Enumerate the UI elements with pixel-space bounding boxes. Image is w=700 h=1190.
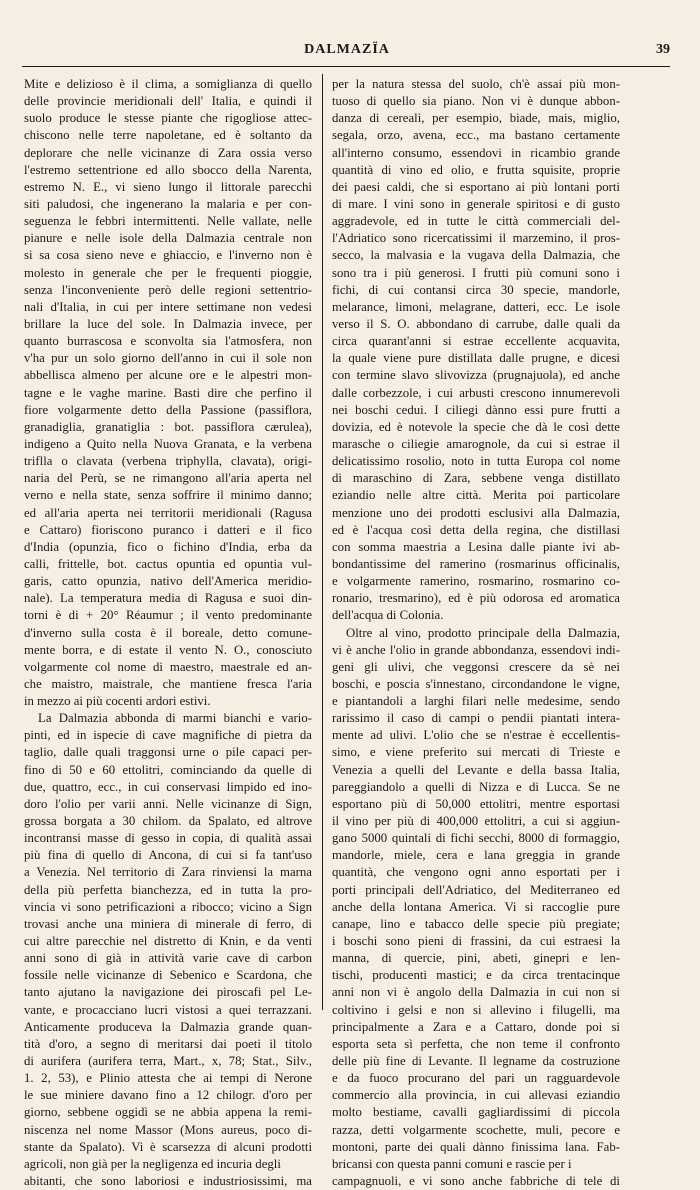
text-line: che maistro, maistrale, che mantiene fresca l'aria [24, 676, 312, 691]
text-line: vi è anche l'olio in grande abbondanza, essendovi indi- [332, 642, 620, 657]
text-line: tanto ajutano la navigazione dei piroscafi pel Le- [24, 985, 312, 1000]
text-line: eziandio nelle altre città. Merita poi particolare [332, 488, 620, 503]
text-line: geni gli ulivi, che veggonsi crescere da sè nei [332, 659, 620, 674]
text-line: nali d'Italia, in cui per intere settimane non vedesi [24, 299, 312, 314]
text-line: nei boschi cedui. I ciliegi dànno essi pure frutti a [332, 402, 620, 417]
text-line: indigeno a Quito nella Nuova Granata, e la verbena [24, 436, 312, 451]
text-line: dell'acqua di Colonia. [332, 608, 444, 623]
text-line: danza di cereali, per esempio, biade, mais, miglio, [332, 111, 620, 126]
text-line: bricansi con questa panni comuni e rascie per i [332, 1156, 572, 1171]
right-column [332, 76, 620, 1190]
running-title: DALMAZÏA [304, 42, 390, 57]
text-line: e Cattaro) fioriscono puranco i datteri e il fico [24, 522, 312, 537]
text-line: grossa borgata a 30 chilom. da Spalato, ed altrove [24, 814, 312, 829]
text-line: fino di 50 e 60 ettolitri, cominciando da quelle di [24, 762, 312, 777]
header-rule [22, 66, 670, 67]
text-line: incontransi masse di gesso in copia, di qualità assai [24, 831, 312, 846]
text-line: razza, detti volgarmente scochette, muli, pecore e [332, 1122, 620, 1137]
text-line: quantità, che vengono ogni anno esportati per i [332, 865, 620, 880]
text-line: delicatissimo rosolio, noto in tutta Europa col nome [332, 454, 620, 469]
text-line: quantità di vino ed olio, e frutta squisite, proprie [332, 162, 620, 177]
text-line: pinti, ed in ispecie di cave magnifiche di pietra da [24, 728, 312, 743]
text-line: della più perfetta bianchezza, ed in tutta la pro- [24, 882, 312, 897]
text-line: mente ad ulivi. L'olio che se n'estrae è eccellentis- [332, 728, 620, 743]
text-line: d'inverno sulla costa è il boreale, detto comune- [24, 625, 312, 640]
text-line: suolo produce le stesse piante che rigogliose attec- [24, 111, 312, 126]
text-line: simo, e viene preferito sui mercati di Trieste e [332, 745, 620, 760]
text-line: v'ha pur un solo giorno dell'anno in cui il sole non [24, 351, 312, 366]
text-line: esporta seta sì perfetta, che non teme il confronto [332, 1036, 620, 1051]
text-line: ed è l'acqua così detta della regina, che distillasi [332, 522, 620, 537]
text-line: coltivino i gelsi e non si allevino i filugelli, ma [332, 1002, 620, 1017]
text-line: dovizia, ed è notevole la specie che dà le così dette [332, 419, 620, 434]
text-line: con termine slavo slivovizza (prugnajuola), ed anche [332, 368, 620, 383]
text-line: e piantandoli a larghi filari nelle medesime, sendo [332, 694, 620, 709]
text-line: e volgarmente ramerino, rosmarino, rosmarino co- [332, 574, 620, 589]
text-line: bondantissime del ramerino (rosmarinus officinalis, [332, 556, 620, 571]
text-line: pareggiandolo a quelli di Nizza e di Lucca. Se ne [332, 779, 620, 794]
text-line: boschi, e poscia s'innestano, circondandone le vigne, [332, 676, 620, 691]
text-line: cui altre parecchie nel distretto di Knin, e da venti [24, 934, 312, 949]
text-line: estremo N. E., vi sieno lungo il littorale parecchi [24, 179, 312, 194]
text-line: principalmente a Zara e a Cattaro, donde poi si [332, 1019, 620, 1034]
text-line: l'estremo settentrione ed allo sbocco della Narenta, [24, 162, 312, 177]
text-line: si sa cosa sieno neve e ghiaccio, e l'inverno non è [24, 248, 312, 263]
text-line: gano 5000 quintali di fichi secchi, 8000 di formaggio, [332, 831, 620, 846]
text-line: i boschi sono pieni di frassini, da cui estraesi la [332, 934, 620, 949]
text-line: ed all'aria aperta nei territorii meridionali (Ragusa [24, 505, 312, 520]
text-line: due, quattro, ecc., in cui conservasi limpido ed ino- [24, 779, 312, 794]
text-line: mandorle, miele, cera e lana greggia in grande [332, 848, 620, 863]
text-line: volgarmente col nome di maestro, maestrale ed an- [24, 659, 312, 674]
text-line: Mite e delizioso è il clima, a somiglianza di quello [24, 77, 312, 91]
text-line: tuoso di quello sia piano. Non vi è dunque abbon- [332, 94, 620, 109]
text-line: seguenza le febbri intermittenti. Nelle vallate, nelle [24, 214, 312, 229]
text-line: doro l'olio per varii anni. Nelle vicinanze di Sign, [24, 796, 312, 811]
text-line: di maraschino di Zara, sebbene venga distillato [332, 471, 620, 486]
text-line: segala, orzo, avena, ecc., ma bastano certamente [332, 128, 620, 143]
text-line: nale). La temperatura media di Ragusa e suoi din- [24, 591, 312, 606]
text-line: per la natura stessa del suolo, ch'è assai più mon- [332, 77, 620, 91]
text-line: ronario, tresmarino), ed è più odorosa ed aromatica [332, 591, 620, 606]
text-line: fichi, di cui contansi circa 30 specie, mandorle, [332, 282, 620, 297]
text-line: brillare la luce del sole. In Dalmazia invece, per [24, 316, 312, 331]
text-line: anni non vi è angolo della Dalmazia in cui non si [332, 985, 620, 1000]
text-line: stante da Spalato). Vi è scarsezza di alcuni prodotti [24, 1139, 312, 1154]
text-line: tagne e le vaghe marine. Basti dire che perfino il [24, 385, 312, 400]
text-line: senza l'inconveniente però delle regioni settentrio- [24, 282, 312, 297]
text-line: Venezia a quelli del Levante e della bassa Italia, [332, 762, 620, 777]
page-number: 39 [656, 42, 670, 57]
text-line: all'interno consumo, essendovi in ricambio grande [332, 145, 620, 160]
text-line: di mare. I vini sono in generale spiritosi e di gusto [332, 196, 620, 211]
text-line: verso il S. O. abbondano di carrube, dalle quali da [332, 316, 620, 331]
text-line: anni sono di già in attività varie cave di carbon [24, 951, 312, 966]
text-line: chiscono nelle terre napoletane, ed è soltanto da [24, 128, 312, 143]
text-line: esportano più di 50,000 ettolitri, mentre esportasi [332, 796, 620, 811]
text-line: fiore volgarmente detto della Passione (passiflora, [24, 402, 312, 417]
text-line: porti principali dell'Adriatico, del Mediterraneo ed [332, 882, 620, 897]
text-line: trovasi anche una miniera di minerale di ferro, di [24, 916, 312, 931]
text-line: l'Adriatico sono ricercatissimi il marzemino, il pros- [332, 231, 620, 246]
text-line: d'India (opunzia, fico o fichino d'India, erba da [24, 539, 312, 554]
text-line: e da fuoco procurano del pari un ragguardevole [332, 1071, 620, 1086]
text-line: con somma maestria a Lesina dalle piante ivi ab- [332, 539, 620, 554]
text-line: tità d'oro, a segno di meritarsi dai poeti il titolo [24, 1036, 312, 1051]
text-line: taglio, dalle quali traggonsi urne o pile capaci per- [24, 745, 312, 760]
text-line: più fina di quello di Ancona, di cui si fa tant'uso [24, 848, 312, 863]
text-line: siti paludosi, che ingenerano la malaria e per con- [24, 196, 312, 211]
text-line: quanto burrascosa e sconvolta sia l'atmosfera, non [24, 334, 312, 349]
text-line: dalle corbezzole, i cui arbusti crescono innumerevoli [332, 385, 620, 400]
text-line: molesto in generale che per le frequenti pioggie, [24, 265, 312, 280]
text-line: deplorare che nelle vicinanze di Zara ossia verso [24, 145, 312, 160]
text-line: montoni, parte dei quali dànno finissima lana. Fab- [332, 1139, 620, 1154]
text-line: triflla o clavata (verbena triphylla, clavata), origi- [24, 454, 312, 469]
text-line: rarissimo il caso di campi o pendii piantati intera- [332, 711, 620, 726]
text-line: torni è di + 20° Réaumur ; il vento predominante [24, 608, 312, 623]
text-line: anche della lontana America. Vi si raccoglie pure [332, 899, 620, 914]
text-line: fossile nelle vicinanze di Sebenico e Scardona, che [24, 968, 312, 983]
text-line: dei paesi caldi, che si esportano ai più lontani porti [332, 179, 620, 194]
text-line: la quale viene pure distillata dalle prugne, e dicesi [332, 351, 620, 366]
text-line: tischi, producenti mastici; e da circa trentacinque [332, 968, 620, 983]
text-line: agricoli, non già per la negligenza ed incuria degli [24, 1156, 281, 1171]
text-line: aggradevole, ed in tutte le città commerciali del- [332, 214, 620, 229]
text-line: pianure e nelle isole della Dalmazia centrale non [24, 231, 312, 246]
text-line: Anticamente produceva la Dalmazia grande quan- [24, 1019, 312, 1034]
text-line: a Venezia. Nel territorio di Zara rinviensi la marna [24, 865, 312, 880]
text-line: in mezzo ai più cocenti ardori estivi. [24, 694, 211, 709]
text-line: niscenza nel nome Massor (Mons aureus, poco di- [24, 1122, 312, 1137]
text-line: abbellisca almeno per alcune ore e le alpestri mon- [24, 368, 312, 383]
text-line: vante, e procacciano lucri vistosi a quei terrazzani. [24, 1002, 312, 1017]
text-line: calli, frittelle, bot. cactus opuntia ed opuntia vul- [24, 556, 312, 571]
text-line: marasche o ciliegie amarognole, da cui si estrae il [332, 436, 620, 451]
text-line: canape, lino e tabacco delle specie più pregiate; [332, 916, 620, 931]
text-line: naria del Perù, se ne rimangono all'aria aperta nel [24, 471, 312, 486]
text-line: sono tra i più generosi. I frutti più comuni sono i [332, 265, 620, 280]
text-line: menzione uno dei prodotti esclusivi alla Dalmazia, [332, 505, 620, 520]
text-line: secco, la malvasia e la vugava della Dalmazia, che [332, 248, 620, 263]
text-line: il vino per più di 400,000 ettolitri, a cui si aggiun- [332, 814, 620, 829]
text-line: melarance, limoni, melagrane, datteri, ecc. Le isole [332, 299, 620, 314]
text-line: mente borra, e di estate il vento N. O., conosciuto [24, 642, 312, 657]
text-line: granadiglia, granatiglia : bot. passiflora cærulea), [24, 419, 312, 434]
text-line: commercio alla provincia, in cui allevasi eziandio [332, 1088, 620, 1103]
text-line: vincia vi sono petrificazioni a ribocco; vicino a Sign [24, 899, 312, 914]
text-line: garis, catto opunzia, nativo dell'America meridio- [24, 574, 312, 589]
text-line: circa quarant'anni si estrae eccellente acquavita, [332, 334, 620, 349]
text-line: delle più fine di Levante. Il legname da costruzione [332, 1054, 620, 1069]
text-line: manna, di quercie, pini, abeti, ginepri e len- [332, 951, 620, 966]
text-line: abitanti, che sono laboriosi e industriosissimi, ma [24, 1174, 312, 1188]
column-divider [322, 74, 323, 1010]
text-line: Oltre al vino, prodotto principale della Dalmazia, [346, 625, 620, 640]
text-line: verno e nella state, senza soffrire il minimo danno; [24, 488, 312, 503]
text-line: 1. 2, 53), e Plinio attesta che ai tempi di Nerone [24, 1071, 312, 1086]
text-line: giorno, sebbene oggidì se ne abbia appena la remi- [24, 1105, 312, 1120]
running-header [24, 42, 670, 64]
text-line: le sue miniere davano fino a 12 chilogr. d'oro per [24, 1088, 312, 1103]
text-line: delle provincie meridionali dell' Italia, e quindi il [24, 94, 312, 109]
text-line: molto bestiame, cavalli gagliardissimi di piccola [332, 1105, 620, 1120]
text-line: La Dalmazia abbonda di marmi bianchi e vario- [38, 711, 312, 726]
left-column [24, 76, 312, 1190]
text-line: campagnuoli, e vi sono anche fabbriche di tele di [332, 1174, 620, 1188]
text-line: di aurifera (aurifera terra, Mart., x, 78; Stat., Silv., [24, 1054, 312, 1069]
